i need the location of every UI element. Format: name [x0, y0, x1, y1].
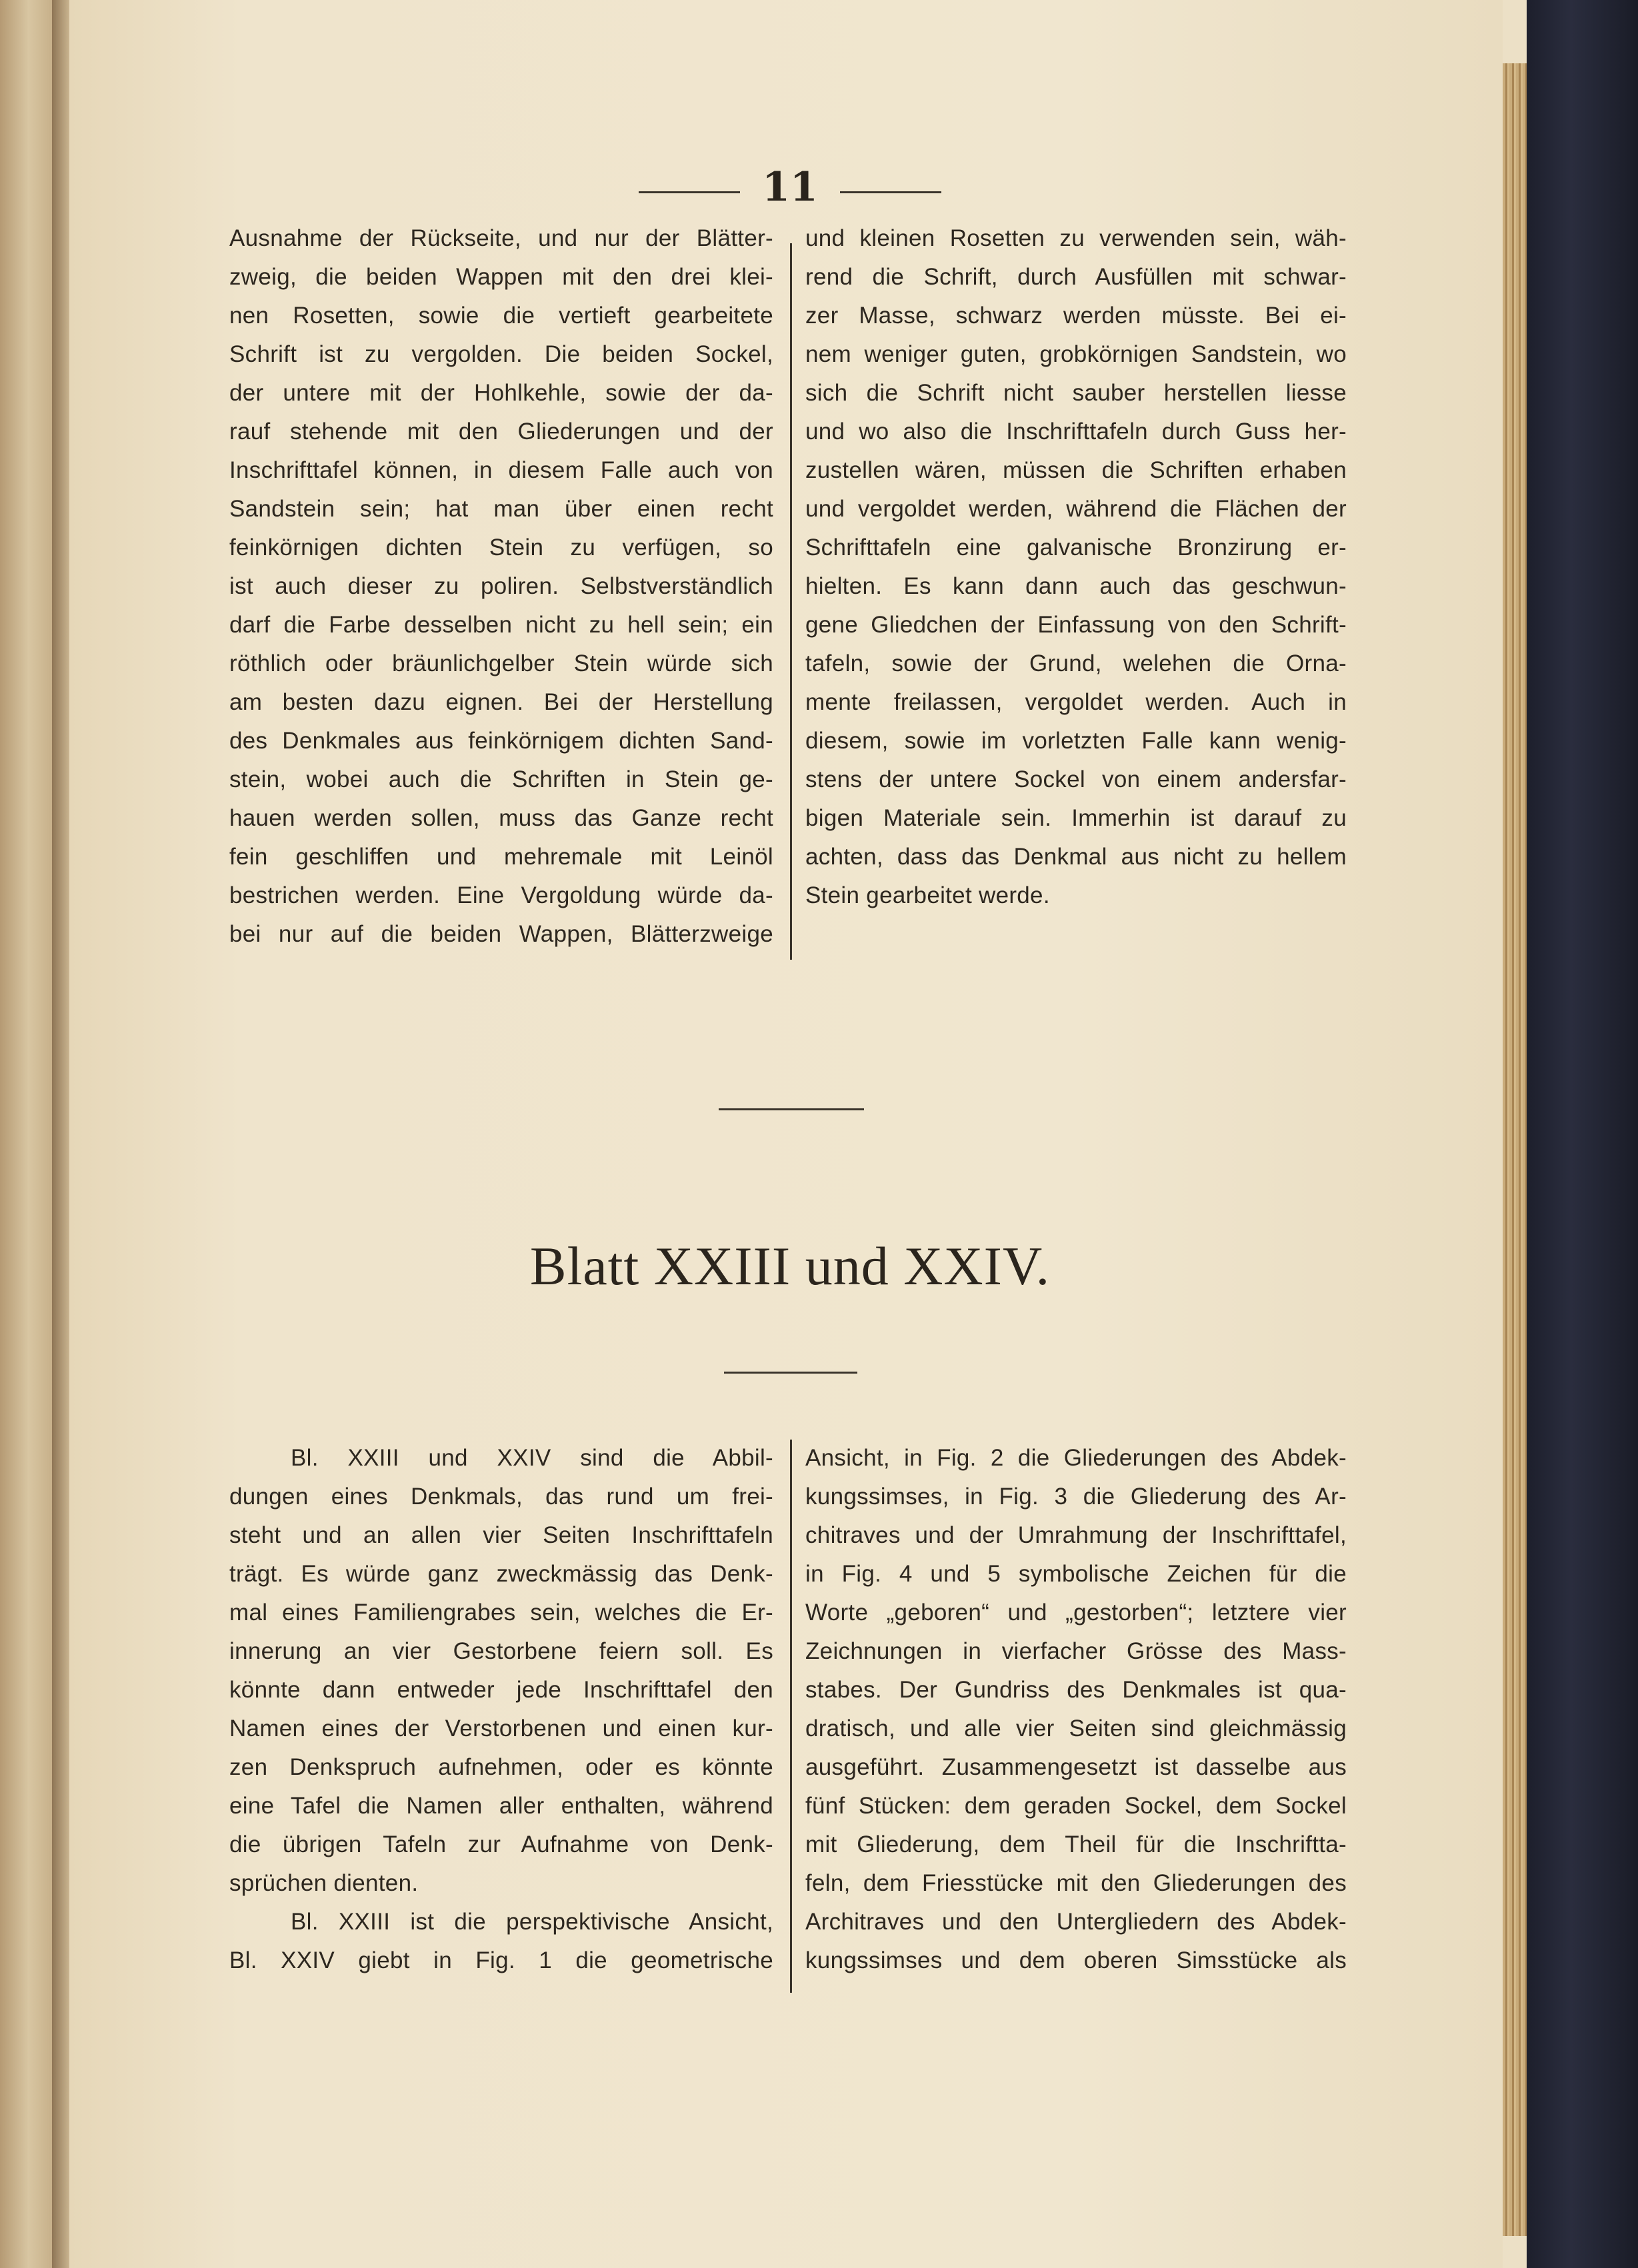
bottom-left-column [229, 1439, 773, 1980]
text-line: und vergoldet werden, während die Flächen der [805, 496, 1347, 522]
bottom-right-column [805, 1439, 1347, 1980]
book-gutter [52, 0, 69, 2268]
text-line: darf die Farbe desselben nicht zu hell sein; ein [229, 612, 773, 638]
text-line: zustellen wären, müssen die Schriften erhaben [805, 457, 1347, 483]
text-line: Schrift ist zu vergolden. Die beiden Sockel, [229, 341, 773, 367]
text-line: fünf Stücken: dem geraden Sockel, dem Sockel [805, 1793, 1347, 1819]
text-line: mente freilassen, vergoldet werden. Auch in [805, 689, 1347, 715]
top-left-column [229, 219, 773, 954]
text-line: trägt. Es würde ganz zweckmässig das Denk- [229, 1561, 773, 1587]
text-line: achten, dass das Denkmal aus nicht zu hellem [805, 844, 1347, 870]
book-cover-board [1527, 0, 1638, 2268]
text-line: rend die Schrift, durch Ausfüllen mit schwar- [805, 264, 1347, 290]
section-rule-bottom [724, 1372, 857, 1374]
text-line: tafeln, sowie der Grund, welehen die Orna- [805, 650, 1347, 676]
text-line: feinkörnigen dichten Stein zu verfügen, so [229, 535, 773, 561]
text-line: hielten. Es kann dann auch das geschwun- [805, 573, 1347, 599]
column-divider-top [790, 243, 792, 960]
text-line: Ausnahme der Rückseite, und nur der Blätter- [229, 225, 773, 251]
text-line: hauen werden sollen, muss das Ganze recht [229, 805, 773, 831]
text-line: Inschrifttafel können, in diesem Falle auch von [229, 457, 773, 483]
text-line: Bl. XXIV giebt in Fig. 1 die geometrische [229, 1947, 773, 1973]
page-stack-edge [1503, 63, 1527, 2236]
text-line: rauf stehende mit den Gliederungen und der [229, 419, 773, 445]
text-line: des Denkmales aus feinkörnigem dichten Sand- [229, 728, 773, 754]
text-line: am besten dazu eignen. Bei der Herstellung [229, 689, 773, 715]
text-line: ist auch dieser zu poliren. Selbstverständlich [229, 573, 773, 599]
section-title: Blatt XXIII und XXIV. [529, 1236, 1051, 1296]
text-line: steht und an allen vier Seiten Inschrifttafeln [229, 1522, 773, 1548]
text-line: und wo also die Inschrifttafeln durch Guss her- [805, 419, 1347, 445]
text-line: bei nur auf die beiden Wappen, Blätterzweige [229, 921, 773, 947]
text-line: und kleinen Rosetten zu verwenden sein, wäh- [805, 225, 1347, 251]
text-line: stens der untere Sockel von einem andersfar- [805, 766, 1347, 792]
text-line: mal eines Familiengrabes sein, welches die Er- [229, 1600, 773, 1626]
text-line: stein, wobei auch die Schriften in Stein ge- [229, 766, 773, 792]
text-line: zweig, die beiden Wappen mit den drei klei- [229, 264, 773, 290]
text-line: feln, dem Friesstücke mit den Gliederungen des [805, 1870, 1347, 1896]
page-number: 11 [762, 164, 818, 211]
text-line: nem weniger guten, grobkörnigen Sandstein, wo [805, 341, 1347, 367]
text-line: mit Gliederung, dem Theil für die Inschriftta- [805, 1831, 1347, 1857]
text-line: ausgeführt. Zusammengesetzt ist dasselbe aus [805, 1754, 1347, 1780]
text-line: eine Tafel die Namen aller enthalten, während [229, 1793, 773, 1819]
text-line: diesem, sowie im vorletzten Falle kann wenig- [805, 728, 1347, 754]
header-rule-left [639, 191, 740, 193]
text-line: Namen eines der Verstorbenen und einen kur- [229, 1715, 773, 1741]
text-line: Ansicht, in Fig. 2 die Gliederungen des Abdek- [805, 1445, 1347, 1471]
text-line: Sandstein sein; hat man über einen recht [229, 496, 773, 522]
text-line: fein geschliffen und mehremale mit Leinöl [229, 844, 773, 870]
text-line: Bl. XXIII ist die perspektivische Ansicht, [291, 1909, 773, 1935]
text-line: Stein gearbeitet werde. [805, 882, 1050, 908]
section-rule-top [719, 1108, 864, 1110]
text-line: gene Gliedchen der Einfassung von den Schrift- [805, 612, 1347, 638]
text-line: Architraves und den Untergliedern des Abdek- [805, 1909, 1347, 1935]
text-line: röthlich oder bräunlichgelber Stein würde sich [229, 650, 773, 676]
text-line: innerung an vier Gestorbene feiern soll. Es [229, 1638, 773, 1664]
text-line: bigen Materiale sein. Immerhin ist darauf zu [805, 805, 1347, 831]
text-line: bestrichen werden. Eine Vergoldung würde da- [229, 882, 773, 908]
text-line: kungssimses und dem oberen Simsstücke als [805, 1947, 1347, 1973]
text-line: die übrigen Tafeln zur Aufnahme von Denk- [229, 1831, 773, 1857]
text-line: zer Masse, schwarz werden müsste. Bei ei- [805, 303, 1347, 329]
text-line: dungen eines Denkmals, das rund um frei- [229, 1484, 773, 1510]
left-page-edge [0, 0, 52, 2268]
top-right-column [805, 219, 1347, 915]
header-rule-right [840, 191, 941, 193]
text-line: zen Denkspruch aufnehmen, oder es könnte [229, 1754, 773, 1780]
text-line: könnte dann entweder jede Inschrifttafel den [229, 1677, 773, 1703]
text-line: sprüchen dienten. [229, 1870, 419, 1896]
text-line: sich die Schrift nicht sauber herstellen liesse [805, 380, 1347, 406]
text-line: Worte „geboren“ und „gestorben“; letztere vier [805, 1600, 1347, 1626]
text-line: dratisch, und alle vier Seiten sind gleichmässig [805, 1715, 1347, 1741]
text-line: Zeichnungen in vierfacher Grösse des Mass- [805, 1638, 1347, 1664]
text-line: kungssimses, in Fig. 3 die Gliederung des Ar- [805, 1484, 1347, 1510]
column-divider-bottom [790, 1440, 792, 1993]
text-line: nen Rosetten, sowie die vertieft gearbeitete [229, 303, 773, 329]
text-line: stabes. Der Gundriss des Denkmales ist qua- [805, 1677, 1347, 1703]
text-line: Schrifttafeln eine galvanische Bronzirung er- [805, 535, 1347, 561]
text-line: in Fig. 4 und 5 symbolische Zeichen für die [805, 1561, 1347, 1587]
text-line: Bl. XXIII und XXIV sind die Abbil- [291, 1445, 773, 1471]
text-line: der untere mit der Hohlkehle, sowie der da- [229, 380, 773, 406]
text-line: chitraves und der Umrahmung der Inschrifttafel, [805, 1522, 1347, 1548]
